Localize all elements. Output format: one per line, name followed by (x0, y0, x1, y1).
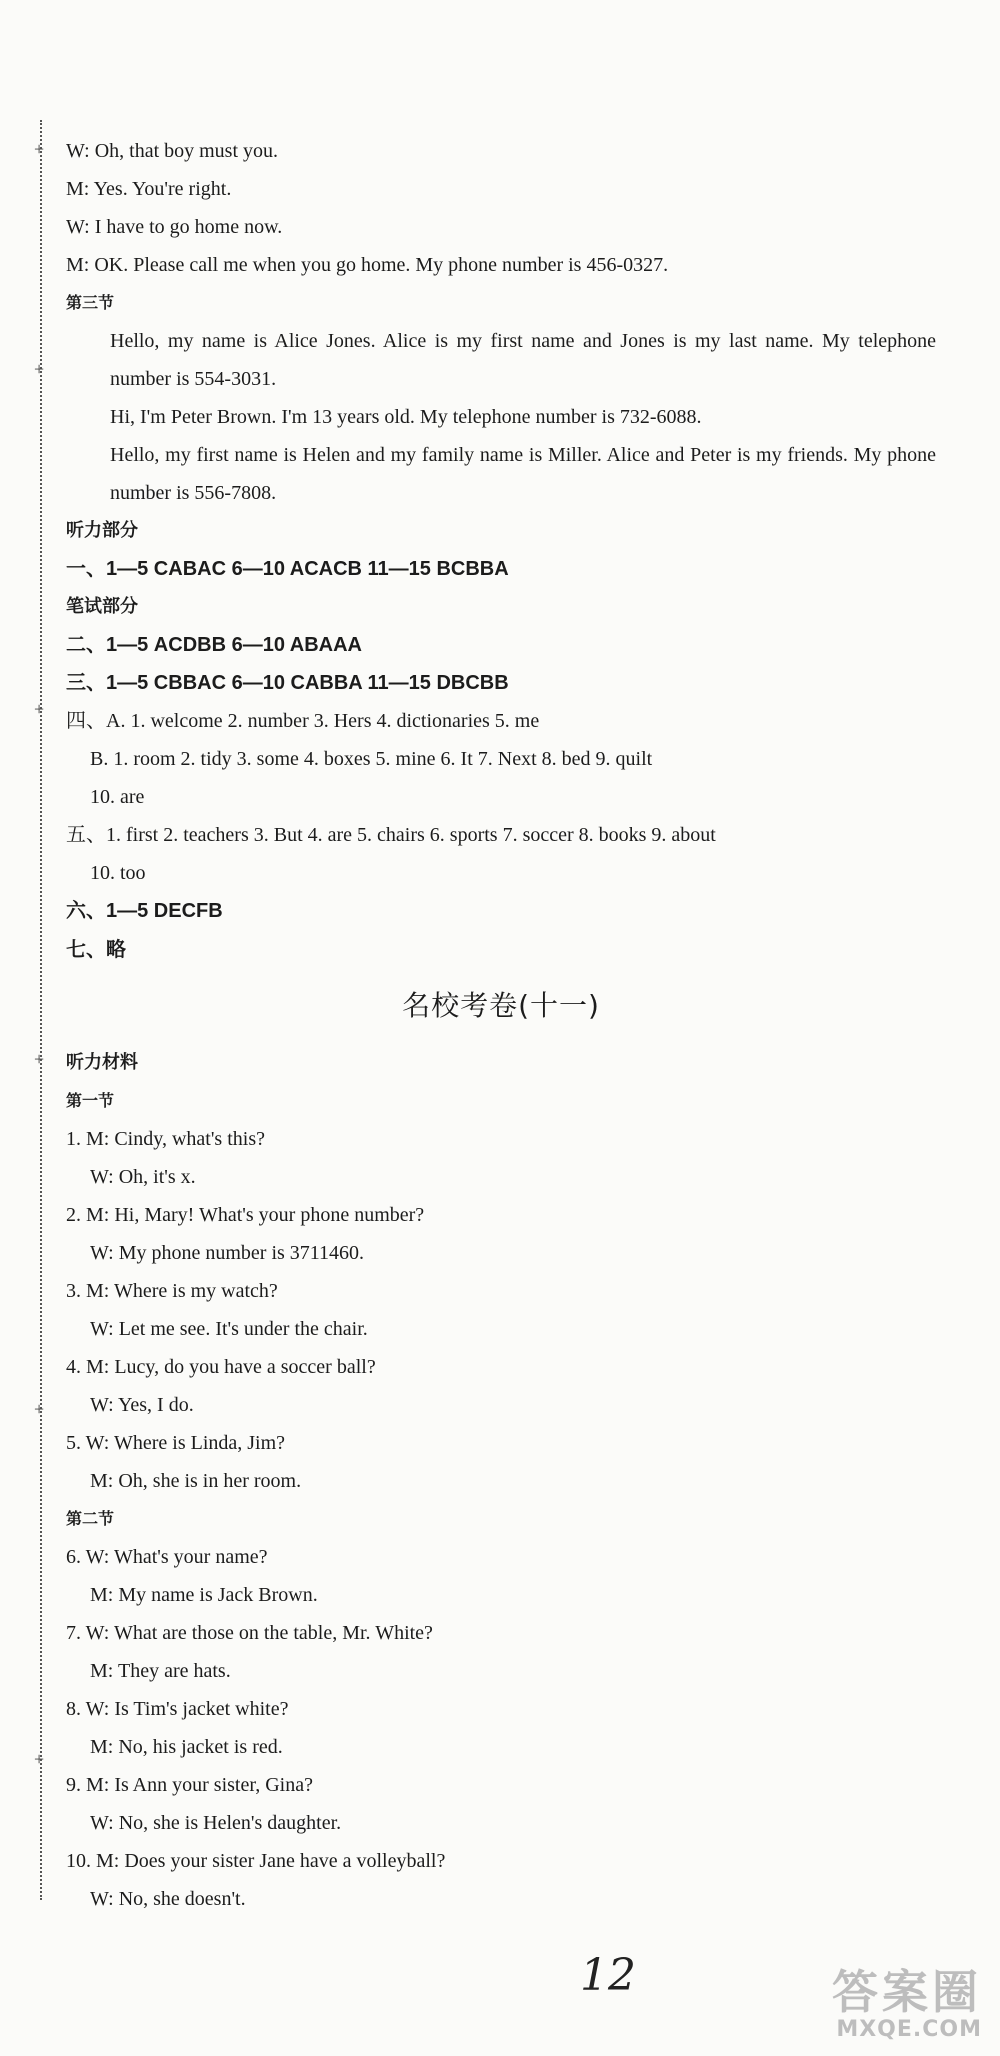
margin-tick: + (34, 699, 45, 719)
dialogue-line: W: I have to go home now. (66, 216, 283, 238)
answer-line: 六、1—5 DECFB (66, 900, 223, 922)
answer-line: 10. are (90, 786, 145, 808)
question-line: 10. M: Does your sister Jane have a volleyball? (66, 1850, 446, 1872)
response-line: M: Oh, she is in her room. (90, 1470, 302, 1492)
question-line: 5. W: Where is Linda, Jim? (66, 1432, 286, 1454)
dialogue-line: M: Yes. You're right. (66, 178, 232, 200)
margin-tick: + (34, 1749, 45, 1769)
section-label: 第二节 (66, 1509, 115, 1528)
response-line: W: No, she is Helen's daughter. (90, 1812, 342, 1834)
response-line: W: No, she doesn't. (90, 1888, 246, 1910)
answer-page (66, 132, 936, 1918)
answer-line: B. 1. room 2. tidy 3. some 4. boxes 5. mine 6. It 7. Next 8. bed 9. quilt (90, 748, 653, 770)
top-dialogue (66, 132, 936, 284)
answer-line: 三、1—5 CBBAC 6—10 CABBA 11—15 DBCBB (66, 672, 509, 694)
exam-title: 名校考卷(十一) (402, 989, 600, 1022)
margin-tick: + (34, 1049, 45, 1069)
section-label: 第三节 (66, 293, 115, 312)
response-line: W: Yes, I do. (90, 1394, 194, 1416)
question-line: 8. W: Is Tim's jacket white? (66, 1698, 289, 1720)
binding-margin-line (40, 120, 42, 1900)
section-label: 听力材料 (66, 1052, 138, 1073)
question-line: 7. W: What are those on the table, Mr. White? (66, 1622, 433, 1644)
dialogue-line: M: OK. Please call me when you go home. My phone number is 456-0327. (66, 254, 669, 276)
section-label: 第一节 (66, 1091, 115, 1110)
question-line: 3. M: Where is my watch? (66, 1280, 278, 1302)
response-line: M: My name is Jack Brown. (90, 1584, 318, 1606)
question-line: 1. M: Cindy, what's this? (66, 1128, 265, 1150)
margin-tick: + (34, 1399, 45, 1419)
answer-line: 五、1. first 2. teachers 3. But 4. are 5. chairs 6. sports 7. soccer 8. books 9. about (66, 824, 716, 846)
answer-line: 10. too (90, 862, 146, 884)
question-line: 9. M: Is Ann your sister, Gina? (66, 1774, 313, 1796)
paragraph: Hi, I'm Peter Brown. I'm 13 years old. My telephone number is 732-6088. (110, 406, 702, 428)
section-label: 听力部分 (66, 520, 138, 541)
margin-tick: + (34, 359, 45, 379)
question-line: 2. M: Hi, Mary! What's your phone number? (66, 1204, 425, 1226)
section-label: 笔试部分 (66, 596, 138, 617)
paragraph: Hello, my name is Alice Jones. Alice is my first name and Jones is my last name. My telephone number is 554-3031. (110, 330, 936, 390)
watermark-url: MXQE.COM (836, 2017, 982, 2042)
response-line: M: They are hats. (90, 1660, 231, 1682)
answer-line: 七、略 (66, 937, 126, 961)
handwritten-page-number: 12 (580, 1950, 636, 2001)
watermark-logo: 答案圈 (832, 1965, 982, 2019)
answer-line: 一、1—5 CABAC 6—10 ACACB 11—15 BCBBA (66, 558, 509, 580)
response-line: M: No, his jacket is red. (90, 1736, 283, 1758)
question-line: 4. M: Lucy, do you have a soccer ball? (66, 1356, 376, 1378)
paragraph: Hello, my first name is Helen and my family name is Miller. Alice and Peter is my friends. My phone number is 556-7808. (110, 444, 936, 504)
answer-line: 四、A. 1. welcome 2. number 3. Hers 4. dictionaries 5. me (66, 710, 540, 732)
response-line: W: My phone number is 3711460. (90, 1242, 365, 1264)
watermark (832, 1967, 982, 2042)
question-line: 6. W: What's your name? (66, 1546, 268, 1568)
response-line: W: Let me see. It's under the chair. (90, 1318, 368, 1340)
margin-tick: + (34, 139, 45, 159)
response-line: W: Oh, it's x. (90, 1166, 196, 1188)
dialogue-line: W: Oh, that boy must you. (66, 140, 279, 162)
answer-line: 二、1—5 ACDBB 6—10 ABAAA (66, 634, 362, 656)
